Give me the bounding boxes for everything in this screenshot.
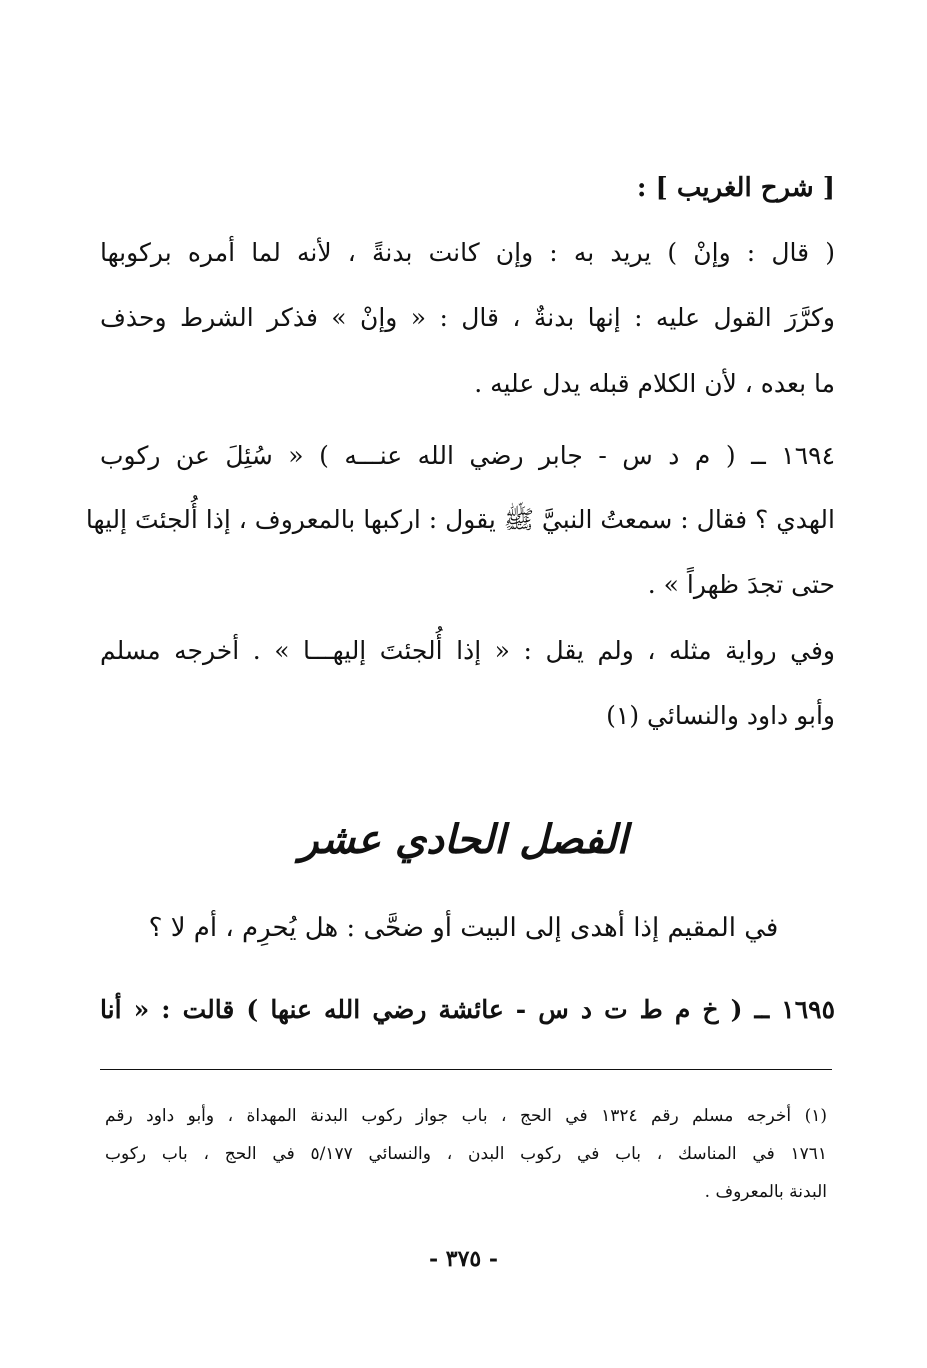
hadith-1694-line-3: حتى تجدَ ظهراً » . bbox=[647, 570, 835, 599]
hadith-1694-line-2: الهدي ؟ فقال : سمعتُ النبيَّ ﷺ يقول : اركبها بالمعروف ، إذا أُلجئتَ إليها bbox=[85, 505, 835, 534]
sharh-line-3: ما بعده ، لأن الكلام قبله يدل عليه . bbox=[474, 369, 835, 398]
hadith-1694-line-1: ١٦٩٤ ــ ( م د س - جابر رضي الله عنـــه ) « سُئِلَ عن ركوب bbox=[100, 441, 835, 470]
sharh-line-1: ( قال : وإنْ ) يريد به : وإن كانت بدنةً ، لأنه لما أمره بركوبها bbox=[100, 238, 835, 267]
footnote-rule bbox=[100, 1069, 832, 1070]
chapter-title: الفصل الحادي عشر bbox=[299, 816, 628, 863]
footnote-line-2: ١٧٦١ في المناسك ، باب في ركوب البدن ، والنسائي ٥/١٧٧ في الحج ، باب ركوب bbox=[105, 1144, 827, 1164]
footnote-line-1: (١) أخرجه مسلم رقم ١٣٢٤ في الحج ، باب جواز ركوب البدنة المهداة ، وأبو داود رقم bbox=[105, 1106, 827, 1126]
hadith-1695-line: ١٦٩٥ ــ ( خ م ط ت د س - عائشة رضي الله عنها ) قالت : « أنا bbox=[100, 995, 835, 1024]
page-number: - ٣٧٥ - bbox=[428, 1246, 499, 1272]
footnote-line-3: البدنة بالمعروف . bbox=[704, 1182, 827, 1202]
sharh-line-2: وكرَّرَ القول عليه : إنها بدنةٌ ، قال : « وإنْ » فذكر الشرط وحذف bbox=[100, 303, 835, 332]
chapter-subtitle: في المقيم إذا أهدى إلى البيت أو ضحَّى : هل يُحرِم ، أم لا ؟ bbox=[148, 913, 779, 943]
riwaya-line-1: وفي رواية مثله ، ولم يقل : « إذا أُلجئتَ إليهـــا » . أخرجه مسلم bbox=[100, 636, 835, 665]
riwaya-line-2: وأبو داود والنسائي (١) bbox=[606, 701, 835, 730]
section-heading: [ شرح الغريب ] : bbox=[636, 173, 835, 203]
